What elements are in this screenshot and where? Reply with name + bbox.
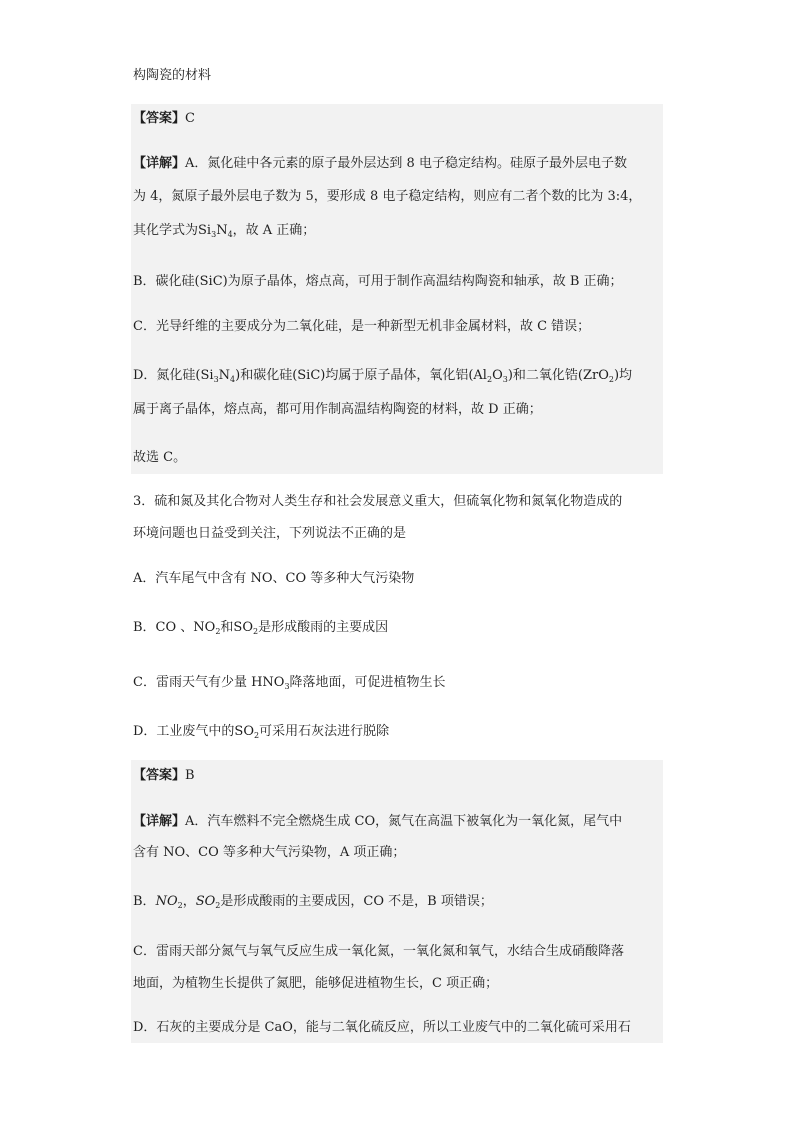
answer-value: B bbox=[185, 768, 195, 783]
answer-value: C bbox=[185, 111, 195, 126]
q3-detail-c-line-2: 地面，为植物生长提供了氮肥，能够促进植物生长，C 项正确； bbox=[133, 976, 499, 991]
q2-detail-b: B．碳化硅(SiC)为原子晶体，熔点高，可用于制作高温结构陶瓷和轴承，故 B 正确； bbox=[133, 274, 623, 289]
q2-detail-line-1: 【详解】A．氮化硅中各元素的原子最外层达到 8 电子稳定结构。硅原子最外层电子数 bbox=[133, 156, 627, 171]
detail-label: 【详解】 bbox=[133, 814, 186, 829]
q3-option-d: D．工业废气中的$SO_2$可采用石灰法进行脱除 bbox=[133, 724, 390, 740]
q2-conclusion: 故选 C。 bbox=[133, 450, 187, 465]
q2-detail-c: C．光导纤维的主要成分为二氧化硅，是一种新型无机非金属材料，故 C 错误； bbox=[133, 319, 591, 334]
q3-option-a: A．汽车尾气中含有 NO、CO 等多种大气污染物 bbox=[133, 571, 415, 586]
q3-option-c: C．雷雨天气有少量 $HNO_3$降落地面，可促进植物生长 bbox=[133, 675, 446, 691]
q2-detail-line-2: 为 4，氮原子最外层电子数为 5，要形成 8 电子稳定结构，则应有二者个数的比为 3:4， bbox=[133, 189, 642, 204]
q3-stem-line-1: 3．硫和氮及其化合物对人类生存和社会发展意义重大，但硫氧化物和氮氧化物造成的 bbox=[133, 494, 623, 509]
q3-answer bbox=[133, 766, 195, 786]
q2-detail-d-line-2: 属于离子晶体，熔点高，都可用作制高温结构陶瓷的材料，故 D 正确； bbox=[133, 402, 542, 417]
q3-detail-line-1: 【详解】A．汽车燃料不完全燃烧生成 CO，氮气在高温下被氧化为一氧化氮，尾气中 bbox=[133, 814, 623, 829]
q3-detail-c-line-1: C．雷雨天部分氮气与氧气反应生成一氧化氮，一氧化氮和氧气，水结合生成硝酸降落 bbox=[133, 944, 624, 959]
answer-label: 【答案】 bbox=[133, 111, 186, 126]
q3-detail-d-line-1: D．石灰的主要成分是 CaO，能与二氧化硫反应，所以工业废气中的二氧化硫可采用石 bbox=[133, 1020, 631, 1035]
detail-label: 【详解】 bbox=[133, 156, 186, 171]
q2-answer bbox=[133, 109, 195, 129]
continued-line: 构陶瓷的材料 bbox=[133, 68, 212, 83]
q2-detail-d-line-1: D．氮化硅$(Si_3N_4)$和碳化硅(SiC)均属于原子晶体，氧化铝$(Al_2O_3)$和二氧化锆(ZrO$_2$)均 bbox=[133, 368, 633, 384]
q2-detail-line-3: 其化学式为$Si_3N_4$，故 A 正确； bbox=[133, 223, 316, 239]
answer-label: 【答案】 bbox=[133, 768, 186, 783]
q3-detail-line-2: 含有 NO、CO 等多种大气污染物，A 项正确； bbox=[133, 845, 406, 860]
q3-detail-b: B．$NO_2$，$SO_2$是形成酸雨的主要成因，CO 不是，B 项错误； bbox=[133, 894, 493, 910]
q3-option-b: B．CO 、$NO_2$和$SO_2$是形成酸雨的主要成因 bbox=[133, 620, 389, 636]
q3-stem-line-2: 环境问题也日益受到关注，下列说法不正确的是 bbox=[133, 526, 407, 541]
